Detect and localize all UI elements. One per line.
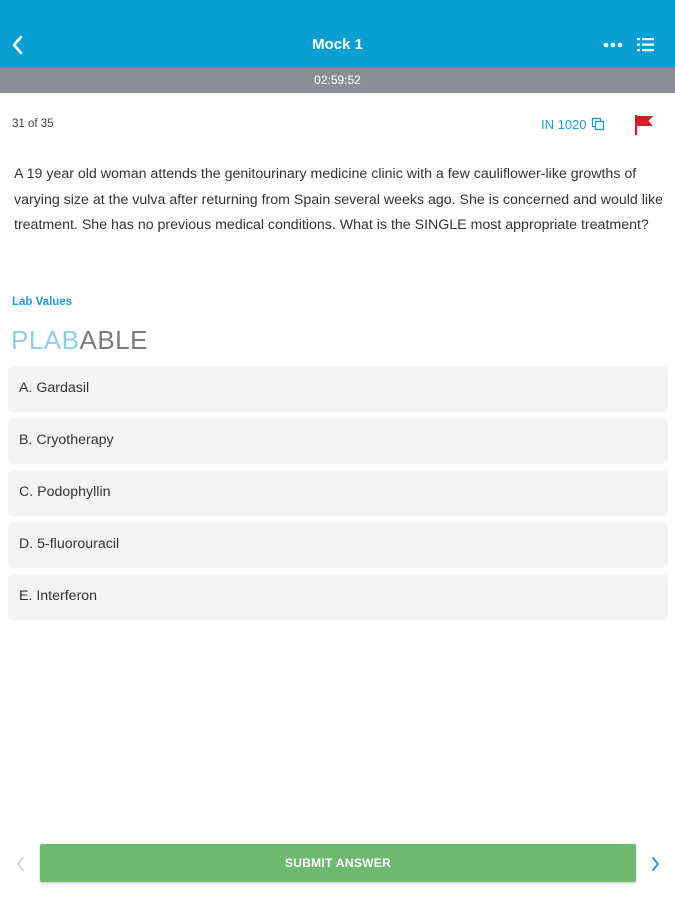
option-b[interactable] xyxy=(8,418,668,463)
chevron-right-icon xyxy=(648,855,662,873)
top-app-bar xyxy=(0,0,675,68)
page-title: Mock 1 xyxy=(312,36,363,53)
question-id: IN 1020 xyxy=(541,117,587,132)
next-question-button[interactable] xyxy=(648,855,662,873)
question-list-button[interactable] xyxy=(634,35,658,55)
option-a[interactable] xyxy=(8,366,668,411)
timer-value: 02:59:52 xyxy=(314,73,361,87)
logo-text-plab: PLAB xyxy=(11,325,80,355)
question-list-icon xyxy=(634,35,658,55)
option-label: D. 5-fluorouracil xyxy=(19,536,120,552)
option-label: B. Cryotherapy xyxy=(19,432,114,448)
question-text: A 19 year old woman attends the genitourinary medicine clinic with a few cauliflower-like growths of varying size at the vulva after returning from Spain several weeks ago. She is concerned and would like treatment. She has no previous medical conditions. What is the SINGLE most appropriate treatment? xyxy=(14,166,664,233)
option-label: C. Podophyllin xyxy=(19,484,111,500)
timer-bar xyxy=(0,68,675,93)
flag-icon xyxy=(632,113,656,137)
more-dots-icon xyxy=(600,36,626,56)
option-e[interactable] xyxy=(8,574,668,619)
more-options-button[interactable] xyxy=(600,36,626,56)
question-id-copy[interactable] xyxy=(541,117,605,134)
plabable-logo xyxy=(11,325,148,355)
option-c[interactable] xyxy=(8,470,668,515)
logo-text-able: ABLE xyxy=(79,325,148,355)
answer-options xyxy=(8,366,668,626)
flag-button[interactable] xyxy=(632,113,656,137)
submit-answer-button[interactable]: SUBMIT ANSWER xyxy=(40,844,636,882)
chevron-left-icon xyxy=(6,29,28,61)
previous-question-button[interactable] xyxy=(14,855,28,873)
question-progress: 31 of 35 xyxy=(12,118,54,130)
option-label: A. Gardasil xyxy=(19,380,90,396)
lab-values-link[interactable]: Lab Values xyxy=(12,296,73,308)
option-d[interactable] xyxy=(8,522,668,567)
chevron-left-icon xyxy=(14,855,28,873)
back-button[interactable] xyxy=(6,29,28,61)
option-label: E. Interferon xyxy=(19,588,98,604)
copy-icon xyxy=(591,117,605,134)
